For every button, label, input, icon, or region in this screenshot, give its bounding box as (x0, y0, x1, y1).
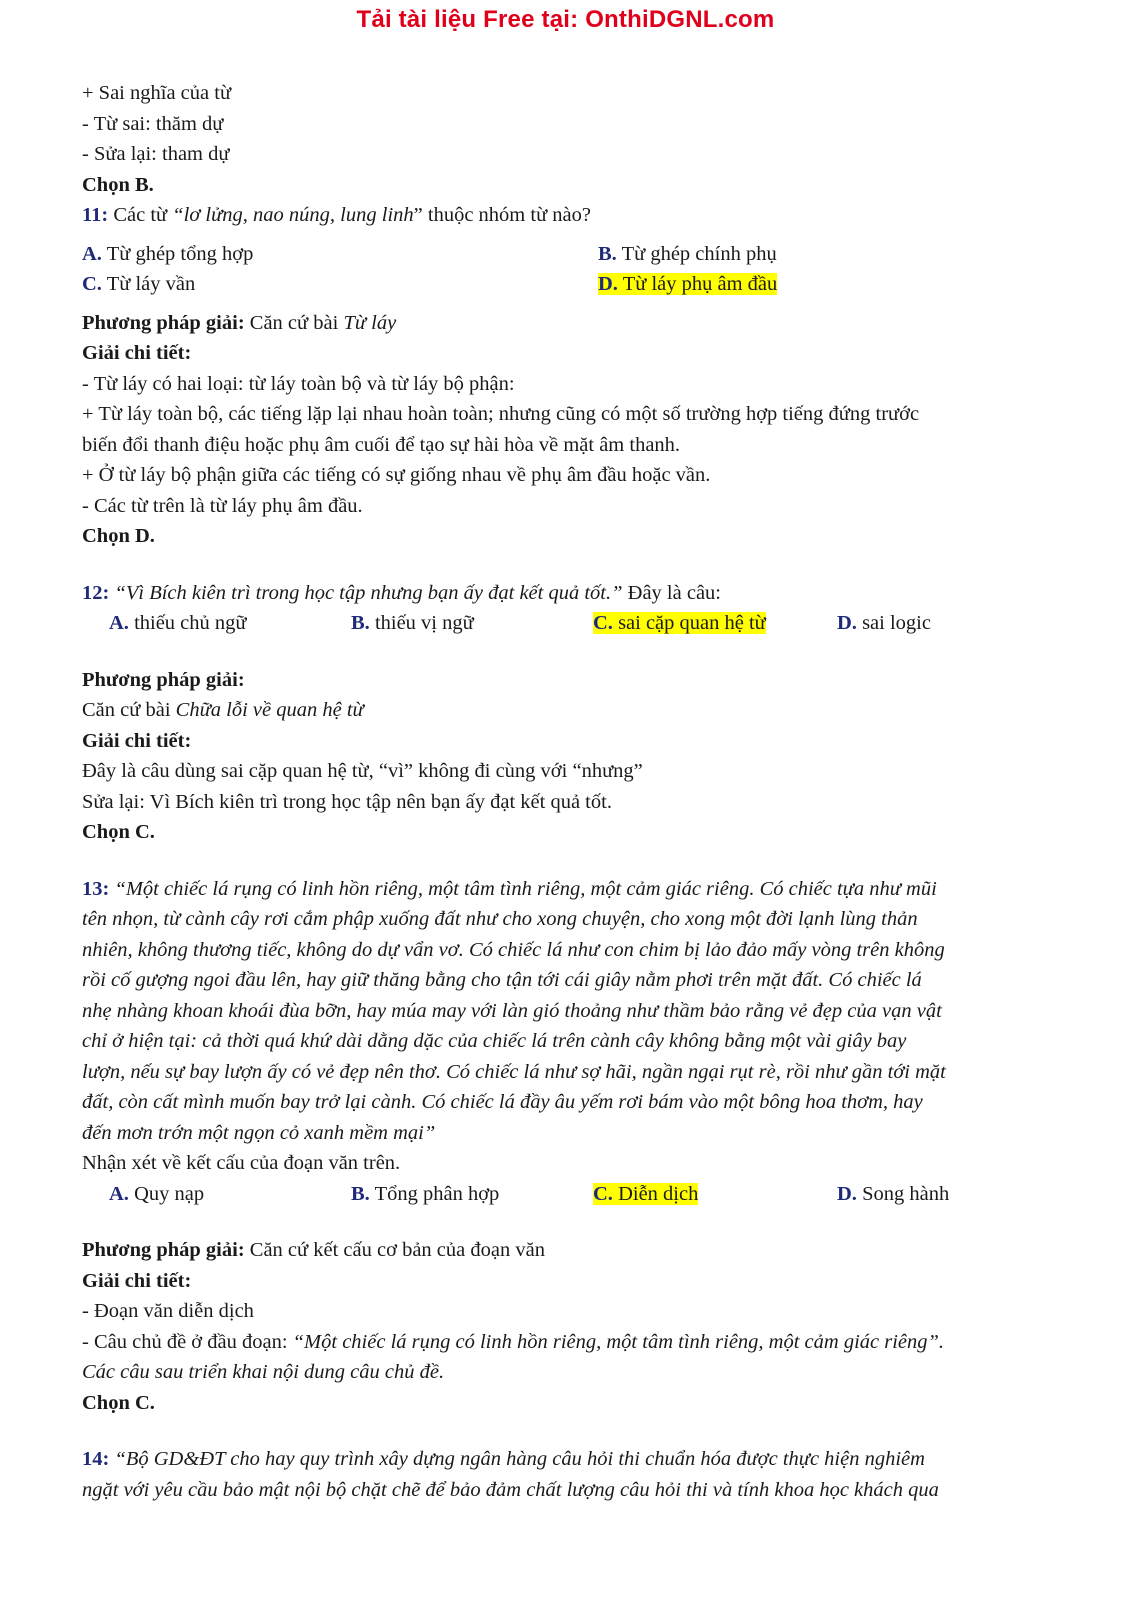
explanation-heading: Giải chi tiết: (82, 729, 192, 752)
passage-line: đất, còn cất mình muốn bay trở lại cành. Có chiếc lá đầy âu yếm rơi bám vào một bông hoa thơm, hay (82, 1091, 923, 1113)
text-line: Các câu sau triển khai nội dung câu chủ đề. (82, 1361, 445, 1383)
options-row (82, 1179, 1052, 1210)
text-line: biến đổi thanh điệu hoặc phụ âm cuối để tạo sự hài hòa về mặt âm thanh. (82, 433, 681, 456)
option-a: A. thiếu chủ ngữ (109, 612, 247, 634)
text-line: - Đoạn văn diễn dịch (82, 1300, 254, 1322)
passage-line: nhiên, không thương tiếc, không do dự vẩn vơ. Có chiếc lá như con chim bị lảo đảo mấy vòng trên không (82, 938, 945, 961)
text-line: - Từ sai: thăm dự (82, 112, 224, 135)
option-d: D. sai logic (837, 612, 931, 634)
question-11: 11: Các từ “lơ lửng, nao núng, lung linh” thuộc nhóm từ nào? (82, 204, 591, 226)
question-number: 11: (82, 204, 109, 226)
question-13: 13: “Một chiếc lá rụng có linh hồn riêng, một tâm tình riêng, một cảm giác riêng. Có chiếc tựa như mũi (82, 877, 937, 900)
option-a: A. Từ ghép tổng hợp (82, 242, 254, 265)
explanation-heading: Giải chi tiết: (82, 1269, 192, 1292)
passage-line: chỉ ở hiện tại: cả thời quá khứ dài dằng dặc của chiếc lá trên cành cây không bằng một vài giây bay (82, 1030, 907, 1052)
site-banner[interactable]: Tải tài liệu Free tại: OnthiDGNL.com (356, 6, 775, 33)
question-14: 14: “Bộ GD&ĐT cho hay quy trình xây dựng ngân hàng câu hỏi thi chuẩn hóa được thực hiện nghiêm (82, 1448, 925, 1470)
text-line: Sửa lại: Vì Bích kiên trì trong học tập nên bạn ấy đạt kết quả tốt. (82, 790, 612, 813)
text-line: + Ở từ láy bộ phận giữa các tiếng có sự giống nhau về phụ âm đầu hoặc vần. (82, 464, 711, 486)
answer-choice-label: Chọn C. (82, 1391, 155, 1414)
text-line: Đây là câu dùng sai cặp quan hệ từ, “vì” không đi cùng với “nhưng” (82, 760, 643, 782)
option-c-correct: C. sai cặp quan hệ từ (593, 612, 766, 634)
option-c-correct: C. Diễn dịch (593, 1182, 699, 1205)
explanation-heading: Giải chi tiết: (82, 342, 192, 364)
text-line: - Câu chủ đề ở đầu đoạn: “Một chiếc lá rụng có linh hồn riêng, một tâm tình riêng, một cảm giác riêng”. (82, 1330, 945, 1353)
option-a: A. Quy nạp (109, 1182, 205, 1205)
text-line: + Từ láy toàn bộ, các tiếng lặp lại nhau hoàn toàn; nhưng cũng có một số trường hợp tiếng đứng trước (82, 403, 920, 425)
options-row (82, 608, 1052, 639)
method-line: Phương pháp giải: Căn cứ bài Từ láy (82, 311, 397, 334)
option-d-correct: D. Từ láy phụ âm đầu (598, 273, 778, 295)
options-row (82, 239, 1052, 270)
method-line: Phương pháp giải: Căn cứ kết cấu cơ bản của đoạn văn (82, 1239, 545, 1261)
option-d: D. Song hành (837, 1182, 950, 1205)
question-12: 12: “Vì Bích kiên trì trong học tập nhưng bạn ấy đạt kết quả tốt.” Đây là câu: (82, 581, 721, 604)
option-b: B. thiếu vị ngữ (351, 612, 474, 634)
text-line: + Sai nghĩa của từ (82, 82, 232, 104)
passage-line: tên nhọn, từ cành cây rơi cắm phập xuống đất như cho xong chuyện, cho xong một đời lạnh lùng thản (82, 908, 918, 930)
text-line: - Từ láy có hai loại: từ láy toàn bộ và từ láy bộ phận: (82, 372, 515, 395)
option-b: B. Tổng phân hợp (351, 1182, 500, 1205)
passage-line: nhẹ nhàng khoan khoái đùa bỡn, hay múa may với làn gió thoảng như thầm bảo rằng vẻ đẹp của vạn vật (82, 999, 942, 1022)
method-heading: Phương pháp giải: (82, 668, 245, 691)
passage-line: ngặt với yêu cầu bảo mật nội bộ chặt chẽ để bảo đảm chất lượng câu hỏi thi và tính khoa học khách qua (82, 1478, 939, 1501)
passage-line: lượn, nếu sự bay lượn ấy có vẻ đẹp nên thơ. Có chiếc lá như sợ hãi, ngần ngại rụt rè, rồi như gần tới mặt (82, 1060, 946, 1083)
answer-choice-label: Chọn C. (82, 821, 155, 843)
question-prompt: Nhận xét về kết cấu của đoạn văn trên. (82, 1152, 401, 1174)
text-line: - Sửa lại: tham dự (82, 143, 230, 165)
answer-choice-label: Chọn B. (82, 173, 154, 196)
text-line: - Các từ trên là từ láy phụ âm đầu. (82, 494, 363, 517)
answer-choice-label: Chọn D. (82, 525, 155, 547)
options-row (82, 269, 1052, 300)
passage-line: đến mơn trớn một ngọn cỏ xanh mềm mại” (82, 1121, 436, 1144)
option-c: C. Từ láy vần (82, 273, 196, 295)
document-page (82, 78, 1052, 1505)
method-line: Căn cứ bài Chữa lỗi về quan hệ từ (82, 699, 364, 721)
passage-line: rồi cố gượng ngoi đầu lên, hay giữ thăng bằng cho tận tới cái giây nằm phơi trên mặt đất. Có chiếc lá (82, 969, 922, 991)
option-b: B. Từ ghép chính phụ (598, 242, 777, 265)
